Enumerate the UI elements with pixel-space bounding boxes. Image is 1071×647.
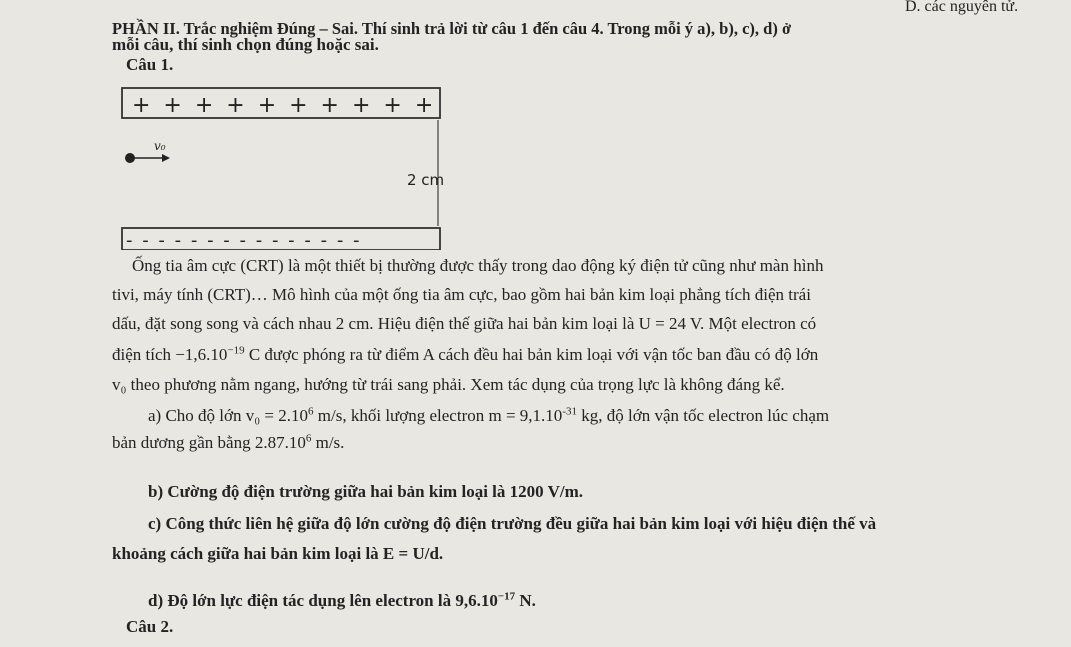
- item-d-exp: −17: [497, 590, 516, 603]
- body-line-3: dấu, đặt song song và cách nhau 2 cm. Hiệu điện thế giữa hai bản kim loại là U = 24 V. Một electron có: [112, 314, 817, 333]
- positive-charges: + + + + + + + + + +: [132, 93, 437, 118]
- velocity-label: v₀: [154, 139, 166, 153]
- item-a-part1: a) Cho độ lớn v₀ = 2.10: [148, 406, 309, 425]
- item-a-line2: [112, 432, 344, 454]
- item-a-part3: kg, độ lớn vận tốc electron lúc chạm: [576, 406, 830, 425]
- item-c-line2: khoảng cách giữa hai bản kim loại là E = U/d.: [112, 544, 444, 563]
- item-a2-before: bản dương gần bằng 2.87.10: [112, 433, 306, 452]
- item-a2-exp: 6: [305, 432, 312, 445]
- question-1-title: Câu 1.: [126, 55, 174, 74]
- question-2-title: Câu 2.: [126, 617, 174, 636]
- negative-charges: - - - - - - - - - - - - - - -: [126, 230, 362, 250]
- item-a-exp1: 6: [308, 405, 314, 418]
- body-line-2: tivi, máy tính (CRT)… Mô hình của một ống tia âm cực, bao gồm hai bản kim loại phẳng tích điện trái: [112, 285, 811, 304]
- item-d-after: N.: [515, 591, 536, 610]
- item-c-line1: c) Công thức liên hệ giữa độ lớn cường độ điện trường đều giữa hai bản kim loại với hiệu điện thế và: [148, 514, 877, 533]
- part-instruction-line1: PHẦN II. Trắc nghiệm Đúng – Sai. Thí sinh trả lời từ câu 1 đến câu 4. Trong mỗi ý a), b), c), d) ở: [112, 19, 792, 38]
- crt-diagram: [112, 80, 452, 250]
- item-a2-after: m/s.: [311, 433, 345, 452]
- crt-diagram-svg: [112, 80, 452, 250]
- velocity-arrowhead: [162, 154, 170, 162]
- item-a-exp2: -31: [562, 405, 577, 418]
- charge-exponent: −19: [227, 344, 245, 357]
- item-a-part2: m/s, khối lượng electron m = 9,1.10: [313, 406, 563, 425]
- body-line-1: Ống tia âm cực (CRT) là một thiết bị thường được thấy trong dao động ký điện tử cũng như màn hình: [132, 256, 824, 275]
- item-d: [148, 590, 536, 612]
- top-right-text: D. các nguyên tử.: [905, 0, 1019, 15]
- item-a-line1: [148, 405, 829, 427]
- body-line-4: [112, 344, 818, 366]
- charge-after: C được phóng ra từ điểm A cách đều hai bản kim loại với vận tốc ban đầu có độ lớn: [244, 345, 819, 364]
- charge-before: điện tích −1,6.10: [112, 345, 228, 364]
- item-b: b) Cường độ điện trường giữa hai bản kim loại là 1200 V/m.: [148, 482, 583, 501]
- distance-label: 2 cm: [407, 171, 445, 189]
- body-line-5: v₀ theo phương nằm ngang, hướng từ trái sang phải. Xem tác dụng của trọng lực là không đáng kể.: [112, 375, 785, 394]
- part-instruction-line2: mỗi câu, thí sinh chọn đúng hoặc sai.: [112, 35, 379, 54]
- item-d-before: d) Độ lớn lực điện tác dụng lên electron là 9,6.10: [148, 591, 498, 610]
